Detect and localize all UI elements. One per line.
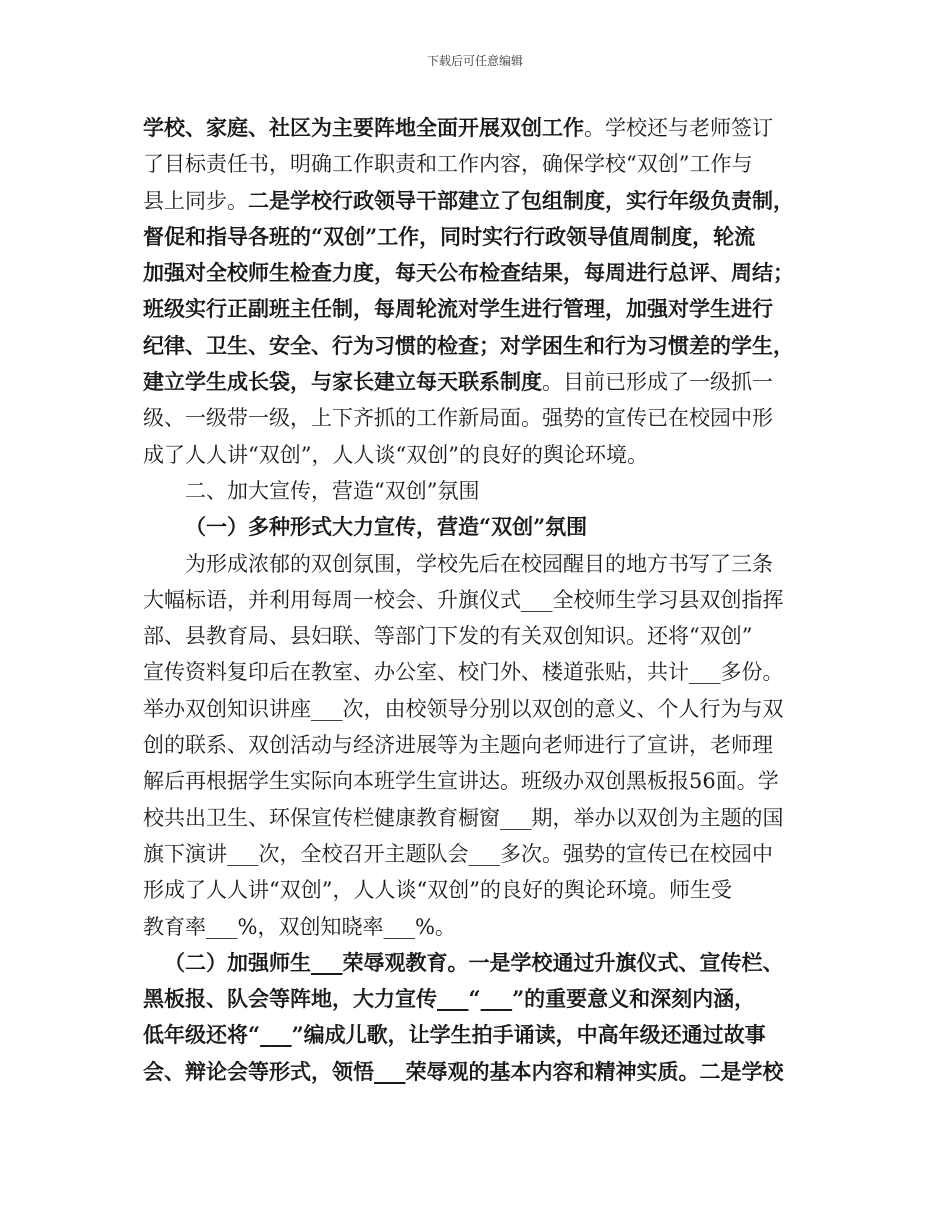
bold-text: 建立学生成长袋，与家长建立每天联系制度 — [143, 369, 542, 395]
paragraph-line — [143, 183, 823, 219]
paragraph-line: 解后再根据学生实际向本班学生宣讲达。班级办双创黑板报56面。学 — [143, 769, 779, 794]
paragraph-line — [143, 364, 823, 400]
text: 。目前已形成了一级抓一 — [542, 370, 773, 395]
paragraph-line: 大幅标语，并利用每周一校会、升旗仪式___全校师生学习县双创指挥 — [143, 587, 784, 612]
paragraph-line: 加强对全校师生检查力度，每天公布检查结果，每周进行总评、周结； — [143, 260, 794, 286]
paragraph-line: 部、县教育局、县妇联、等部门下发的有关双创知识。还将“双创” — [143, 624, 753, 649]
paragraph-line: 旗下演讲___次，全校召开主题队会___多次。强势的宣传已在校园中 — [143, 841, 773, 866]
paragraph-line: 举办双创知识讲座___次，由校领导分别以双创的意义、个人行为与双 — [143, 696, 784, 721]
paragraph-line: 会、辩论会等形式，领悟___荣辱观的基本内容和精神实质。二是学校 — [143, 1058, 784, 1084]
paragraph-line: 督促和指导各班的“双创”工作，同时实行行政领导值周制度，轮流 — [143, 223, 756, 249]
section-heading: 二、加大宣传，营造“双创”氛围 — [185, 478, 480, 503]
page-header: 下载后可任意编辑 — [426, 54, 523, 68]
paragraph-line: 宣传资料复印后在教室、办公室、校门外、楼道张贴，共计___多份。 — [143, 660, 784, 685]
paragraph-line: 班级实行正副班主任制，每周轮流对学生进行管理，加强对学生进行 — [143, 296, 773, 322]
text: 县上同步。 — [143, 188, 248, 213]
paragraph-line: 创的联系、双创活动与经济进展等为主题向老师进行了宣讲，老师理 — [143, 733, 773, 758]
paragraph-line: 形成了人人讲“双创”，人人谈“双创”的良好的舆论环境。师生受 — [143, 878, 732, 903]
paragraph-line: 了目标责任书，明确工作职责和工作内容，确保学校“双创”工作与 — [143, 152, 753, 177]
paragraph-line: 为形成浓郁的双创氛围，学校先后在校园醒目的地方书写了三条 — [185, 551, 773, 576]
paragraph-line: 低年级还将“___”编成儿歌，让学生拍手诵读，中高年级还通过故事 — [143, 1022, 766, 1048]
paragraph-line: 级、一级带一级，上下齐抓的工作新局面。强势的宣传已在校园中形 — [143, 406, 773, 431]
text: 。学校还与老师签订 — [584, 116, 773, 140]
paragraph-line: 教育率___%，双创知晓率___%。 — [143, 914, 456, 939]
paragraph-line: （二）加强师生___荣辱观教育。一是学校通过升旗仪式、宣传栏、 — [164, 949, 784, 975]
bold-text: 二是学校行政领导干部建立了包组制度，实行年级负责制， — [248, 187, 794, 213]
paragraph-line: 纪律、卫生、安全、行为习惯的检查；对学困生和行为习惯差的学生， — [143, 332, 794, 358]
subsection-heading: （一）多种形式大力宣传，营造“双创”氛围 — [185, 514, 588, 540]
paragraph-line: 黑板报、队会等阵地，大力宣传___“___”的重要意义和深刻内涵， — [143, 986, 756, 1012]
paragraph-line: 成了人人讲“双创”，人人谈“双创”的良好的舆论环境。 — [143, 442, 648, 467]
paragraph-line: 校共出卫生、环保宣传栏健康教育橱窗___期，举办以双创为主题的国 — [143, 805, 784, 830]
document-body — [143, 110, 823, 1090]
bold-text: 学校、家庭、社区为主要阵地全面开展双创工作 — [143, 115, 584, 140]
paragraph-line — [143, 110, 823, 146]
